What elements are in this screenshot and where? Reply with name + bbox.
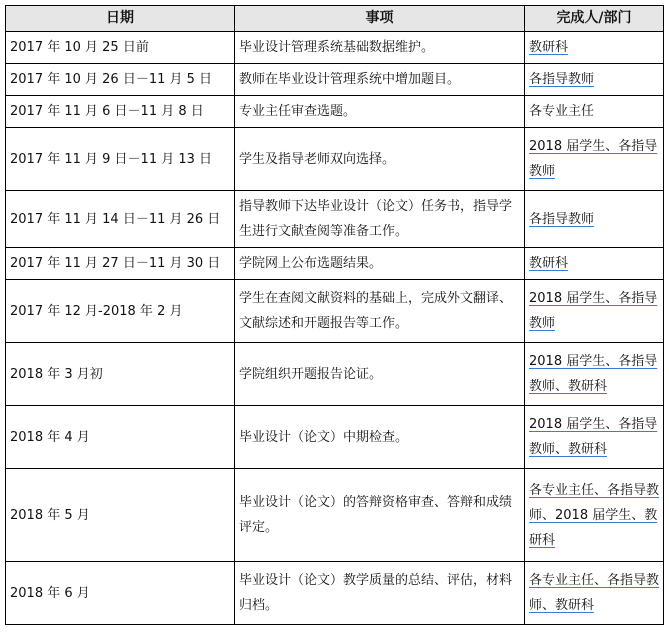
row-date: 2017 年 12 月-2018 年 2 月 <box>6 280 235 343</box>
row-date: 2018 年 6 月 <box>6 562 235 625</box>
row-owner-text: 2018 届学生、各指导教师 <box>529 139 658 179</box>
row-owner <box>525 64 664 96</box>
row-date: 2017 年 11 月 6 日－11 月 8 日 <box>6 96 235 128</box>
table-row <box>6 191 664 248</box>
row-owner-text: 2018 届学生、各指导教师、教研科 <box>529 417 658 457</box>
row-date: 2017 年 10 月 26 日－11 月 5 日 <box>6 64 235 96</box>
table-row <box>6 562 664 625</box>
row-date: 2017 年 11 月 27 日－11 月 30 日 <box>6 248 235 280</box>
schedule-table <box>5 5 664 625</box>
table-row <box>6 64 664 96</box>
table-row <box>6 32 664 64</box>
header-task: 事项 <box>235 6 525 32</box>
row-task: 毕业设计（论文）的答辩资格审查、答辩和成绩评定。 <box>235 469 525 562</box>
row-task: 学院网上公布选题结果。 <box>235 248 525 280</box>
row-owner-text: 2018 届学生、各指导教师 <box>529 291 658 331</box>
header-date: 日期 <box>6 6 235 32</box>
row-task: 毕业设计（论文）教学质量的总结、评估，材料归档。 <box>235 562 525 625</box>
table-row <box>6 280 664 343</box>
row-owner <box>525 562 664 625</box>
row-owner <box>525 128 664 191</box>
row-owner-text: 教研科 <box>529 256 569 271</box>
table-header-row <box>6 6 664 32</box>
row-owner <box>525 469 664 562</box>
row-task: 毕业设计（论文）中期检查。 <box>235 406 525 469</box>
row-owner <box>525 343 664 406</box>
header-owner: 完成人/部门 <box>525 6 664 32</box>
row-owner-text: 2018 届学生、各指导教师、教研科 <box>529 354 658 394</box>
row-owner <box>525 248 664 280</box>
row-task: 专业主任审查选题。 <box>235 96 525 128</box>
row-date: 2018 年 4 月 <box>6 406 235 469</box>
row-owner-text: 各指导教师 <box>529 72 595 87</box>
row-owner <box>525 191 664 248</box>
row-owner <box>525 96 664 128</box>
row-date: 2017 年 11 月 14 日－11 月 26 日 <box>6 191 235 248</box>
row-owner-text: 各指导教师 <box>529 211 595 227</box>
row-task: 学生在查阅文献资料的基础上，完成外文翻译、文献综述和开题报告等工作。 <box>235 280 525 343</box>
row-owner <box>525 32 664 64</box>
row-owner-text: 各专业主任、各指导教师、教研科 <box>529 573 660 613</box>
row-task: 毕业设计管理系统基础数据维护。 <box>235 32 525 64</box>
row-task: 学院组织开题报告论证。 <box>235 343 525 406</box>
table-row <box>6 248 664 280</box>
row-date: 2017 年 11 月 9 日－11 月 13 日 <box>6 128 235 191</box>
row-task: 教师在毕业设计管理系统中增加题目。 <box>235 64 525 96</box>
table-row <box>6 406 664 469</box>
table-row <box>6 128 664 191</box>
row-date: 2018 年 5 月 <box>6 469 235 562</box>
row-task: 指导教师下达毕业设计（论文）任务书，指导学生进行文献查阅等准备工作。 <box>235 191 525 248</box>
row-date: 2018 年 3 月初 <box>6 343 235 406</box>
table-row <box>6 343 664 406</box>
row-task: 学生及指导老师双向选择。 <box>235 128 525 191</box>
row-owner-text: 各专业主任、各指导教师、2018 届学生、教研科 <box>529 482 660 548</box>
row-date: 2017 年 10 月 25 日前 <box>6 32 235 64</box>
table-row <box>6 96 664 128</box>
row-owner-text: 教研科 <box>529 40 569 55</box>
row-owner <box>525 280 664 343</box>
table-row <box>6 469 664 562</box>
row-owner-text: 各专业主任 <box>529 104 595 119</box>
row-owner <box>525 406 664 469</box>
